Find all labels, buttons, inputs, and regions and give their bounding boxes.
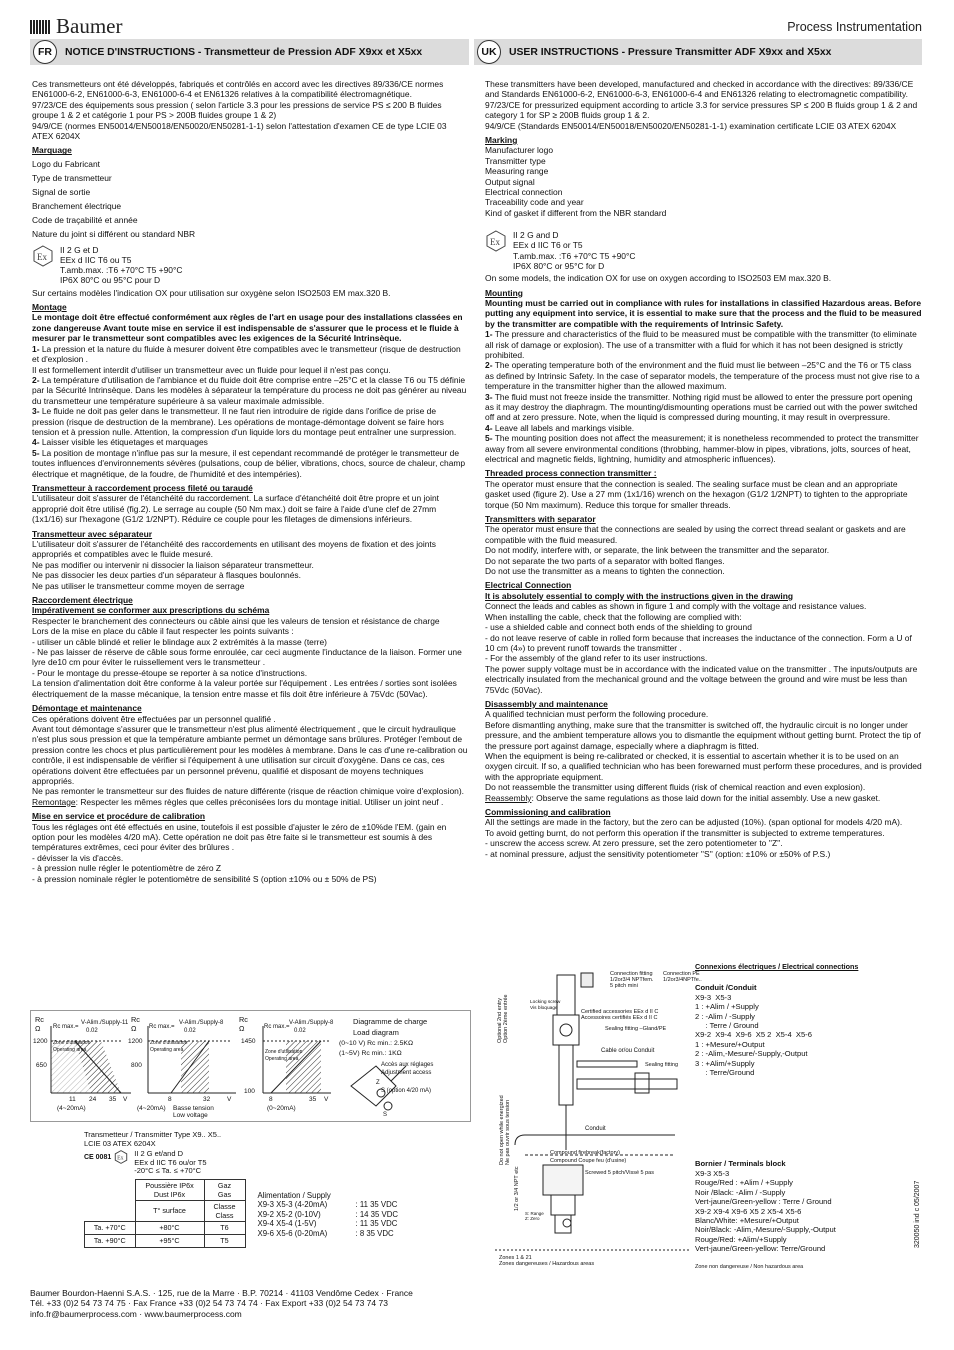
- table-sub: Classe Class: [204, 1200, 245, 1221]
- load-graph-1: [51, 1026, 131, 1093]
- legend-s: S: [383, 1112, 388, 1118]
- conduit-line: 2 : -Alim,-Mesure/-Supply,-Output: [695, 1049, 808, 1059]
- uk-elec-line: - do not leave reserve of cable in rolled form because that increases the inductance of the connection. Form a U of 10 cm (4») to prevent runoff towards the transmitter .: [485, 632, 912, 653]
- fr-calib-line: - à pression nominale régler le potentiomètre de sensibilité S (option ±10% ou ± 50% de PS): [32, 873, 377, 884]
- fr-mounting-item: 4- Laisser visible les étiquetages et marquages: [32, 437, 208, 448]
- g2-tick-x: V: [227, 1096, 232, 1103]
- supply-block: Alimentation / Supply X9-3 X5-3 (4-20mA) : 11 35 VDC X9-2 X5-2 (0-10V) : 14 35 VDC X9-4 X5-4 (1-5V) : 11 35 VDC X9-6 X5-6 (0-20mA) : 8 35 VDC: [257, 1190, 398, 1238]
- g3-top: Rc max.=: [264, 1024, 290, 1030]
- legend-l2: (1~5V) Rc min.: 1KΩ: [339, 1050, 402, 1057]
- logo-text: Baumer: [56, 14, 123, 38]
- uk-mounting-item: 3- The fluid must not freeze inside the transmitter. Nothing rigid must be allowed to enter the pressure port opening as it may destroy the diaphragm. The mounting/dismounting operations must be carried out with the power switched off and at zero pressure. Note, when the liquid is compressed during mounting, it may result in overpressure.: [485, 391, 918, 423]
- g2-zone-en: Operating area: [150, 1047, 184, 1053]
- uk-ex-line: T.amb.max. :T6 +70°C T5 +90°C: [513, 250, 636, 261]
- conduit-line: 3 : +Alim/+Supply: [695, 1058, 755, 1068]
- dwg-safe: Zone non dangereuse / Non hazardous area: [695, 1264, 804, 1270]
- uk-intro-2: 97/23/CE for pressurized equipment according to article 3.3 for service pressures SP ≤ 200 B fluids group 1 & 2 and category 1 for SP ≥ 200B fluids group 1 & 2.: [485, 99, 918, 121]
- connections-block: [695, 962, 925, 1254]
- dwg-zones: Zones 1 & 21 Zones dangereuses / Hazardous areas: [499, 1255, 595, 1268]
- g3-tick-x: V: [324, 1096, 329, 1103]
- uk-separator-line: Do not modify, interfere with, or separate, the link between the transmitter and the separator.: [485, 545, 830, 556]
- conduit-line: 1 : +Mesure/+Output: [695, 1039, 765, 1049]
- bornier-line: Rouge/Red : +Alim / +Supply: [695, 1178, 793, 1188]
- g2-den: 0.02: [184, 1028, 196, 1034]
- bornier-line: Vert-jaune/Green-yellow: Terre/Ground: [695, 1244, 826, 1254]
- fr-separator-title: Transmetteur avec séparateur: [32, 528, 153, 539]
- dwg-conn-pe: Connection PE 1/2or3/4NPTfe..: [663, 971, 702, 984]
- g3-tick-x: 8: [269, 1096, 273, 1103]
- table-head: Poussière IP6x Dust IP6x: [135, 1179, 204, 1200]
- uk-mounting-item: 1- The pressure and characteristics of the fluid to be measured must be compatible with the transmitter (to eliminate all risk of damage or explosion). The use of a transmitter with a fluid for which it has not been designed is strictly prohibited.: [485, 329, 917, 360]
- uk-mounting-title: Mounting: [485, 287, 523, 298]
- uk-marking-item: Kind of gasket if different from the NBR standard: [485, 207, 667, 218]
- fr-elec-line: Lors de la mise en place du câble il faut respecter les points suivants :: [32, 626, 294, 637]
- fr-separator-line: L'utilisateur doit s'assurer de l'étanchéité des raccordements en utilisant des moyens de fixation et des joints appropriés et compatibles avec le fluide mesuré.: [32, 539, 436, 560]
- uk-maint-line: Do not reassemble the transmitter using different fluids (risk of chemical reaction and even explosion).: [485, 782, 866, 793]
- supply-title: Alimentation / Supply: [257, 1190, 331, 1200]
- fr-calib-line: Tous les réglages ont été effectués en usine, toutefois il est possible d'ajuster le zéro de ±10%de l'EM. (gain en option pour les modèles 4/20 mA). Cette opération ne doit pas être faite si le transmetteur est soumis à des températures extrêmes, ceci pour éviter des brûlures .: [32, 821, 447, 853]
- uk-badge: UK: [477, 40, 501, 64]
- fr-elec-line: - utiliser un câble blindé et relier le blindage aux 2 extrémités à la masse (terre): [32, 636, 327, 647]
- label-type-line: Transmetteur / Transmitter Type X9.. X5..: [84, 1130, 222, 1139]
- g3-formula: V-Alim./Supply-8: [289, 1020, 334, 1026]
- dwg-vert2: Do not open while energized Ne pas ouvrir sous tension: [499, 1095, 512, 1165]
- footer: [30, 1288, 413, 1319]
- legend-l1: (0~10 V) Rc min.: 2.5KΩ: [339, 1040, 414, 1047]
- ex-hexagon-icon: [485, 230, 507, 252]
- dwg-vert3: 1/2 or 3/4 NPT etc: [514, 1166, 520, 1211]
- g1-formula: V-Alim./Supply-11: [81, 1020, 129, 1026]
- fr-separator-line: Ne pas utiliser le transmetteur comme moyen de serrage: [32, 580, 245, 591]
- fr-marking-item: Signal de sortie: [32, 186, 91, 197]
- uk-marking-item: Electrical connection: [485, 187, 563, 198]
- g1-tick-x: 24: [89, 1096, 97, 1103]
- dwg-compound-fb: Compound firebreak(factory): [550, 1150, 621, 1156]
- ce-mark-icon: CE 0081: [84, 1153, 112, 1161]
- uk-column: [485, 79, 922, 859]
- dwg-seal-fit: Sealing fitting: [645, 1062, 679, 1068]
- conduit-line: : Terre/Ground: [695, 1068, 755, 1078]
- document-code: 320050 ind c 05/2007: [914, 1180, 921, 1248]
- uk-calib-title: Commissioning and calibration: [485, 807, 611, 817]
- fr-calib-title: Mise en service et procédure de calibration: [32, 811, 206, 822]
- uk-elec-title: Electrical Connection: [485, 580, 572, 591]
- fr-ex-block: [32, 245, 468, 286]
- uk-maint-line: Before dismantling anything, make sure that the transmitter is switched off, the hydraulic circuit is no longer under pressure, and the ambient temperature allows you to dismantle the equipment without getting burnt. Protect the tip of the pressure port against damage, especially where a diaphragm is fitted.: [485, 719, 921, 751]
- legend-title: Diagramme de charge: [353, 1017, 428, 1026]
- g1-tick-y: 650: [36, 1062, 47, 1069]
- conduit-title: Conduit /Conduit: [695, 983, 757, 993]
- fr-remount: Remontage: Respecter les mêmes règles que celles préconisées lors du montage initial. Utiliser un joint neuf .: [32, 796, 444, 807]
- fr-marking-item: Branchement électrique: [32, 200, 122, 211]
- uk-mounting-item: 4- Leave all labels and markings visible.: [485, 422, 635, 433]
- uk-calib-line: All the settings are made in the factory, but the zero can be adjusted (10%). (span optional for models 4/20 mA).: [485, 817, 903, 828]
- fr-intro-3: 94/9/CE (normes EN50014/EN50018/EN50020/EN50281-1-1) selon l'attestation d'examen CE de type LCIE 03 ATEX 6204X: [32, 120, 447, 142]
- fr-mounting-item: Il est formellement interdit d'utiliser un transmetteur avec un fluide pour lequel il n'est pas conçu.: [32, 364, 391, 375]
- fr-marking-title: Marquage: [32, 145, 72, 156]
- g3-den: 0.02: [294, 1028, 306, 1034]
- bornier-line: Rouge/Red: +Alim/+Supply: [695, 1234, 787, 1244]
- svg-text:Ex: Ex: [117, 1155, 124, 1162]
- label-cert: LCIE 03 ATEX 6204X: [84, 1139, 156, 1148]
- uk-maint-line: A qualified technician must perform the following procedure.: [485, 709, 709, 720]
- g3-sig: (0~20mA): [267, 1105, 296, 1112]
- g1-tick-y: 1200: [33, 1038, 48, 1045]
- conduit-line: 2 : -Alim / -Supply: [695, 1011, 755, 1021]
- fr-mounting-bold: Le montage doit être effectué conformément aux règles de l'art en usage pour des installations classées en zone dangereuse Avant toute mise en service il est indispensable de s'assurer que le process et le fluide à mesurer par le transmetteur sont compatibles avec les exigences de la Sécurité Intrinsèque.: [32, 312, 463, 344]
- fr-maint-line: Ne pas remonter le transmetteur sur des fluides de nature différente (risque de réaction chimique voire d'explosion).: [32, 786, 464, 797]
- uk-ex-line: EEx d IIC T6 or T5: [513, 240, 583, 251]
- dwg-cert-acc: Certified accessories EEx d II C Accessoires certifiés EEx d II C: [581, 1009, 659, 1022]
- g1-tick-x: 35: [109, 1096, 117, 1103]
- type-label: [84, 1130, 464, 1248]
- fr-calib-line: - à pression nulle régler le potentiomètre de zéro Z: [32, 863, 222, 874]
- g2-sig: (4~20mA): [137, 1105, 166, 1112]
- uk-calib-line: - at nominal pressure, adjust the sensitivity potentiometer ''S'' (option: ±10% or ±50% of P.S.): [485, 848, 831, 859]
- uk-ex-line: IP6X 80°C or 95°C for D: [513, 260, 605, 271]
- uk-elec-line: - For the assembly of the gland refer to its user instructions.: [485, 653, 708, 664]
- g2-zone: Zone d'utilisation: [150, 1040, 188, 1046]
- uk-intro-1: These transmitters have been developed, manufactured and checked in accordance with the directives: 89/336/CE and Standards EN61000-6-2, EN61000-6-3, EN61000-6-4 and EN61326 relating to electromagnetic compatibility.: [485, 79, 914, 100]
- fr-ex-line: IP6X 80°C ou 95°C pour D: [60, 275, 161, 286]
- conduit-line: : Terre / Ground: [695, 1021, 759, 1031]
- fr-badge: FR: [33, 40, 57, 64]
- uk-separator-line: The operator must ensure that the connections are sealed by using the correct thread sealant or gaskets and are compatible with the fluid measured.: [485, 524, 906, 545]
- fr-elec-title: Raccordement électrique: [32, 595, 133, 606]
- table-row: Ta. +90°C +95°C T5: [85, 1234, 246, 1247]
- footer-web: info.fr@baumerprocess.com · www.baumerprocess.com: [30, 1308, 242, 1319]
- bornier-line: Blanc/White: +Mesure/+Output: [695, 1215, 799, 1225]
- uk-intro-3: 94/9/CE (Standards EN50014/EN50018/EN50020/EN50281-1-1) examination certificate LCIE 03 ATEX 6204X: [485, 120, 897, 131]
- ex-hexagon-icon: [114, 1150, 128, 1164]
- footer-address: Baumer Bourdon-Haenni S.A.S. · 125, rue de la Marre · B.P. 70214 · 41103 Vendôme Cedex · France: [30, 1288, 413, 1298]
- fr-threaded-title: Transmetteur à raccordement process fileté ou taraudé: [32, 482, 253, 493]
- legend-z: Z: [376, 1080, 380, 1086]
- g3-unit: Rc Ω: [239, 1015, 248, 1033]
- table-sub: T° surface: [135, 1200, 204, 1221]
- fr-separator-line: Ne pas modifier ou intervenir ni dissocier la liaison séparateur transmetteur.: [32, 559, 314, 570]
- g3-tick-y: 1450: [241, 1038, 256, 1045]
- bornier-line: X9-3 X5-3: [695, 1168, 730, 1178]
- g1-zone: Zone d'utilisation: [53, 1040, 91, 1046]
- dwg-conduit: Conduit: [585, 1126, 606, 1132]
- fr-mounting-title: Montage: [32, 302, 67, 313]
- fr-elec-line: Respecter le branchement des connecteurs ou câble ainsi que les valeurs de tension et résistance de charge: [32, 615, 440, 626]
- g2-tick-x: 32: [203, 1096, 211, 1103]
- fr-threaded-text: L'utilisateur doit s'assurer de l'étanchéité du raccordement. La surface d'étanchéité doit être propre et un joint approprié doit être utilisé (fig.2). Le serrage au couple (50 Nm max.) doit se faire à l'aide d'une clef de 27mm (1x1/16) sur l'hexagone (G1/2 1/2NPT). Réduire ce couple pour les filetages de dimensions inférieurs.: [32, 493, 439, 525]
- g1-top: Rc max.=: [53, 1024, 79, 1030]
- bornier-line: Noir /Black: -Alim / -Supply: [695, 1187, 786, 1197]
- svg-text:Ex: Ex: [490, 237, 500, 248]
- uk-marking-item: Transmitter type: [485, 155, 546, 166]
- uk-marking-item: Traceability code and year: [485, 197, 584, 208]
- bornier-title: Bornier / Terminals block: [695, 1159, 786, 1169]
- fr-marking-item: Nature du joint si différent ou standard NBR: [32, 228, 196, 239]
- g1-unit: Rc Ω: [35, 1015, 44, 1033]
- baumer-logo-icon: [30, 20, 50, 34]
- uk-threaded-text: The operator must ensure that the connection is sealed. The sealing surface must be clean and an appropriate gasket used (figure 2). Use a 27 mm (1x1/16) wrench on the hexagon (G1/2 1/2NPT) to tighten to the appropriate torque (50 Nm maximum). Reduce this torque for smaller threads.: [485, 478, 908, 510]
- legend-access-en: Adjustment access: [381, 1070, 432, 1076]
- fr-mounting-item: 3- Le fluide ne doit pas geler dans le transmetteur. Il ne faut rien introduire de rigide dans l'orifice de prise de pression (risque de destruction de la membrane). Les opérations de montage-démontage doivent se faire hors tension et à pression nulle. Attention, la compression d'un liquide lors du montage peut entraîner une surpression.: [32, 406, 457, 437]
- svg-text:Ex: Ex: [37, 251, 47, 262]
- temperature-table: [84, 1179, 246, 1248]
- uk-header: [474, 39, 922, 65]
- legend-access: Accès aux réglages: [381, 1062, 434, 1068]
- label-ex-2: EEx d IIC T6 ou/or T5: [134, 1157, 207, 1167]
- uk-separator-line: Do not use the transmitter as a means to tighten the connection.: [485, 566, 725, 577]
- brand-logo: [30, 14, 122, 39]
- uk-title: USER INSTRUCTIONS - Pressure Transmitter ADF X9xx and X5xx: [509, 46, 832, 58]
- fr-calib-line: - dévisser la vis d'accès.: [32, 852, 124, 863]
- g1-sig: (4~20mA): [57, 1105, 86, 1112]
- uk-calib-line: To avoid getting burnt, do not perform this operation if the transmitter is subjected to extreme temperatures.: [485, 827, 885, 838]
- dwg-compound-cf: Compound Coupe feu (d'usine): [550, 1158, 627, 1164]
- bornier-line: Vert-jaune/Green-yellow : Terre / Ground: [695, 1197, 832, 1207]
- conduit-line: 1 : +Alim / +Supply: [695, 1002, 759, 1012]
- uk-ox-note: On some models, the indication OX for use on oxygen according to ISO2503 EM max.320 B.: [485, 273, 832, 284]
- conduit-line: X9-3 X5-3: [695, 992, 732, 1002]
- fr-title: NOTICE D'INSTRUCTIONS - Transmetteur de Pression ADF X9xx et X5xx: [65, 46, 423, 58]
- legend-title-en: Load diagram: [353, 1028, 399, 1037]
- g2-tick-x: 8: [168, 1096, 172, 1103]
- g1-tick-x: 11: [69, 1096, 76, 1103]
- uk-mounting-bold: Mounting must be carried out in compliance with rules for installations in classified Hazardous areas. Before putting any equipment into service, it is essential to make sure that the process and the fluid to be measured by the transmitter are compatible with the requirements of Intrinsic Safety.: [485, 297, 922, 329]
- uk-elec-line: Connect the leads and cables as shown in figure 1 and comply with the voltage and resistance values.: [485, 601, 867, 612]
- fr-ex-line: II 2 G et D: [60, 244, 99, 255]
- legend-opt: S (option 4/20 mA): [381, 1088, 432, 1094]
- uk-marking-item: Output signal: [485, 176, 535, 187]
- uk-elec-sub: It is absolutely essential to comply with the instructions given in the drawing: [485, 590, 794, 601]
- uk-separator-line: Do not separate the two parts of a separator with bolted flanges.: [485, 555, 725, 566]
- dwg-zs: S: Range Z: Zero: [525, 1211, 544, 1221]
- g3-tick-x: 35: [309, 1096, 317, 1103]
- table-head: Gaz Gas: [204, 1179, 245, 1200]
- fr-marking-item: Type de transmetteur: [32, 172, 112, 183]
- dwg-conn-fit: Connection fitting 1/2or3/4 NPTfem. 5 pitch mini: [610, 971, 654, 990]
- g1-zone-en: Operating area: [53, 1047, 87, 1053]
- uk-mounting-item: 2- The operating temperature both of the environment and the fluid must lie between –25°C and the T6 or T5 class as defined by Intrinsic Safety. In the case of separator models, the temperature of the process must not give rise to a temperature in the transmitter higher than the allowed maximum.: [485, 360, 920, 392]
- fr-maint-line: Ces opérations doivent être effectuées par un personnel qualifié .: [32, 713, 276, 724]
- fr-elec-line: - Ne pas laisser de réserve de câble sous forme enroulée, car ceci augmente l'inductance de la liaison. Former une lyre de10 cm pour éviter le ruissellement vers le transmetteur .: [32, 647, 462, 668]
- uk-marking-title: Marking: [485, 135, 518, 146]
- dwg-seal-gland: Sealing fitting –Gland/PE: [605, 1026, 667, 1032]
- connections-title: Connexions électriques / Electrical connections: [695, 962, 859, 971]
- fr-elec-line: - Pour le montage du presse-étoupe se reporter à sa notice d'instructions.: [32, 667, 308, 678]
- g3-zone-en: Operating area: [265, 1056, 299, 1062]
- bornier-line: X9-2 X9-4 X9-6 X5 2 X5-4 X5-6: [695, 1206, 802, 1216]
- uk-elec-line: - use a shielded cable and connect both ends of the shielding to ground: [485, 622, 752, 633]
- dwg-vert1: Optional 2nd entry Option 2ème entrée: [497, 994, 510, 1043]
- uk-maint-line: When the equipment is being re-calibrated or checked, it is essential to ascertain whether it is to be used on an oxygen circuit. If so, a qualified technician who has been forewarned must perform these procedures, and is provided with the appropriate equipment.: [485, 750, 922, 782]
- fr-maint-title: Démontage et maintenance: [32, 703, 142, 714]
- ex-hexagon-icon: [32, 245, 54, 267]
- fr-intro-2: 97/23/CE des équipements sous pression ( selon l'article 3.3 pour les pressions de service PS ≤ 200 B fluides groupe 1 & 2 et catégorie 1 pour PS > 200B fluides groupe 1 & 2): [32, 99, 442, 121]
- uk-marking-item: Manufacturer logo: [485, 145, 554, 156]
- fr-elec-sub: Impérativement se conformer aux prescriptions du schéma: [32, 605, 270, 616]
- g2-tick-y: 1200: [128, 1038, 143, 1045]
- uk-elec-line: When installing the cable, check that the following are complied with:: [485, 611, 742, 622]
- dwg-screwed: Screwed 5 pitch/Vissé 5 pas: [585, 1170, 654, 1176]
- uk-elec-line: The power supply voltage must be in accordance with the indicated value on the transmitter . The inputs/outputs are electrically insulated from the mechanical ground and the voltage between the ground and wire must be less than 75Vdc (50Vac).: [485, 663, 918, 695]
- fr-ex-line: T.amb.max. :T6 +70°C T5 +90°C: [60, 265, 183, 276]
- fr-separator-line: Ne pas dissocier les deux parties d'un séparateur à flasques boulonnés.: [32, 570, 301, 581]
- label-ex-1: II 2 G et/and D: [134, 1149, 184, 1158]
- fr-marking-item: Logo du Fabricant: [32, 158, 101, 169]
- table-row: Ta. +70°C +80°C T6: [85, 1221, 246, 1234]
- g3-zone: Zone d'utilisation: [265, 1049, 303, 1055]
- g2-unit: Rc Ω: [131, 1015, 140, 1033]
- bornier-line: Noir/Black: -Alim,-Mesure/-Supply,-Output: [695, 1225, 836, 1235]
- uk-maint-title: Disassembly and maintenance: [485, 698, 608, 709]
- conduit-line: X9-2 X9-4 X9-6 X5 2 X5-4 X5-6: [695, 1030, 812, 1040]
- dwg-cable: Cable or/ou Conduit: [601, 1048, 655, 1054]
- g2-low: Basse tension: [173, 1105, 214, 1112]
- load-diagram-panel: [30, 1010, 471, 1122]
- fr-elec-line: La tension d'alimentation doit être conforme à la valeur portée sur l'équipement . Les entrées / sorties sont isolées électriquement de la masse mécanique, la tension entre masse et fils doit être inférieure à 75Vdc (50Vac).: [32, 678, 457, 699]
- uk-marking-item: Measuring range: [485, 166, 549, 177]
- fr-mounting-item: 5- La position de montage n'influe pas sur la mesure, il est cependant recommandé de protéger le transmetteur de toutes influences d'environnements sévères (pulsations, coup de bélier, vibrations, chocs, source de chaleur, champ électrique et magnétique, de la foudre, de l'humidité et des intempéries).: [32, 447, 466, 479]
- load-graph-2: [148, 1026, 236, 1093]
- fr-column: [32, 79, 468, 884]
- uk-ex-line: II 2 G and D: [513, 230, 559, 241]
- fr-mounting-item: 2- La température d'utilisation de l'ambiance et du fluide doit être comprise entre –25°C et la classe T6 ou T5 définie par la Sécurité Intrinsèque. Dans les modèles à séparateur la température du process ne doit pas générer au niveau du transmetteur une température supérieure à sa valeur maximale admissible.: [32, 374, 467, 406]
- g1-tick-x: V: [123, 1096, 128, 1103]
- fr-intro-1: Ces transmetteurs ont été développés, fabriqués et contrôlés en accord avec les directives 89/336/CE normes EN61000-6-2, EN61000-6-3, EN61000-6-4 et EN61326 relatives à la compatibilité électromagnétique.: [32, 79, 444, 100]
- g2-formula: V-Alim./Supply-8: [179, 1020, 224, 1026]
- g2-tick-y: 800: [131, 1062, 142, 1069]
- g1-den: 0.02: [86, 1028, 98, 1034]
- uk-threaded-title: Threaded process connection transmitter :: [485, 468, 657, 479]
- footer-phone: Tél. +33 (0)2 54 73 74 75 · Fax France +33 (0)2 54 73 74 74 · Fax Export +33 (0)2 54 73 74 73: [30, 1298, 388, 1309]
- uk-mounting-item: 5- The mounting position does not affect the measurement; it is nonetheless recommended to protect the transmitter away from all severe environmental conditions (throbbing, hammer-blow in pipes, vibrations, jolts, sources of heat, electrical and magnetic fields, lightning, humidity and atmospheric influences).: [485, 433, 919, 464]
- dwg-locking: Locking screw Vis bloquage: [530, 1000, 561, 1011]
- g2-top: Rc max.=: [149, 1024, 175, 1030]
- fr-ox-note: Sur certains modèles l'indication OX pour utilisation sur oxygène selon ISO2503 EM max.320 B.: [32, 287, 391, 298]
- g3-tick-y: 100: [244, 1088, 255, 1095]
- uk-ex-block: [485, 230, 922, 271]
- fr-ex-line: EEx d IIC T6 ou T5: [60, 255, 132, 266]
- fr-mounting-item: 1- La pression et la nature du fluide à mesurer doivent être compatibles avec le transmetteur (risque de destruction et d'explosion .: [32, 343, 461, 365]
- uk-calib-line: - unscrew the access screw. At zero pressure, set the zero potentiometer to ''Z''.: [485, 838, 783, 849]
- uk-separator-title: Transmitters with separator: [485, 514, 596, 525]
- label-ex-3: -20°C ≤ Ta. ≤ +70°C: [134, 1166, 202, 1175]
- g2-low-en: Low voltage: [173, 1112, 208, 1119]
- fr-marking-item: Code de traçabilité et année: [32, 214, 138, 225]
- fr-header: [30, 39, 469, 65]
- uk-remount: Reassembly: Observe the same regulations as those laid down for the initial assembly. Use a new gasket.: [485, 792, 881, 803]
- fr-maint-line: Avant tout démontage s'assurer que le transmetteur n'est plus alimenté électriquement , que le circuit hydraulique n'est plus sous pression et que la température ambiante permet un démontage sans brûlures. Protéger l'embout de pression contre les chocs et plus particulièrement pour les modèles à membrane. Dans le cas d'une re-calibration ou contrôle, il est indispensable de vérifier si l'équipement à une utilisation sur circuit d'oxygène. Dans ce cas, ces opérations doivent être effectuées par un personnel prévenu, qualifié et disposant de moyens techniques appropriés.: [32, 723, 468, 786]
- tagline: Process Instrumentation: [787, 20, 922, 34]
